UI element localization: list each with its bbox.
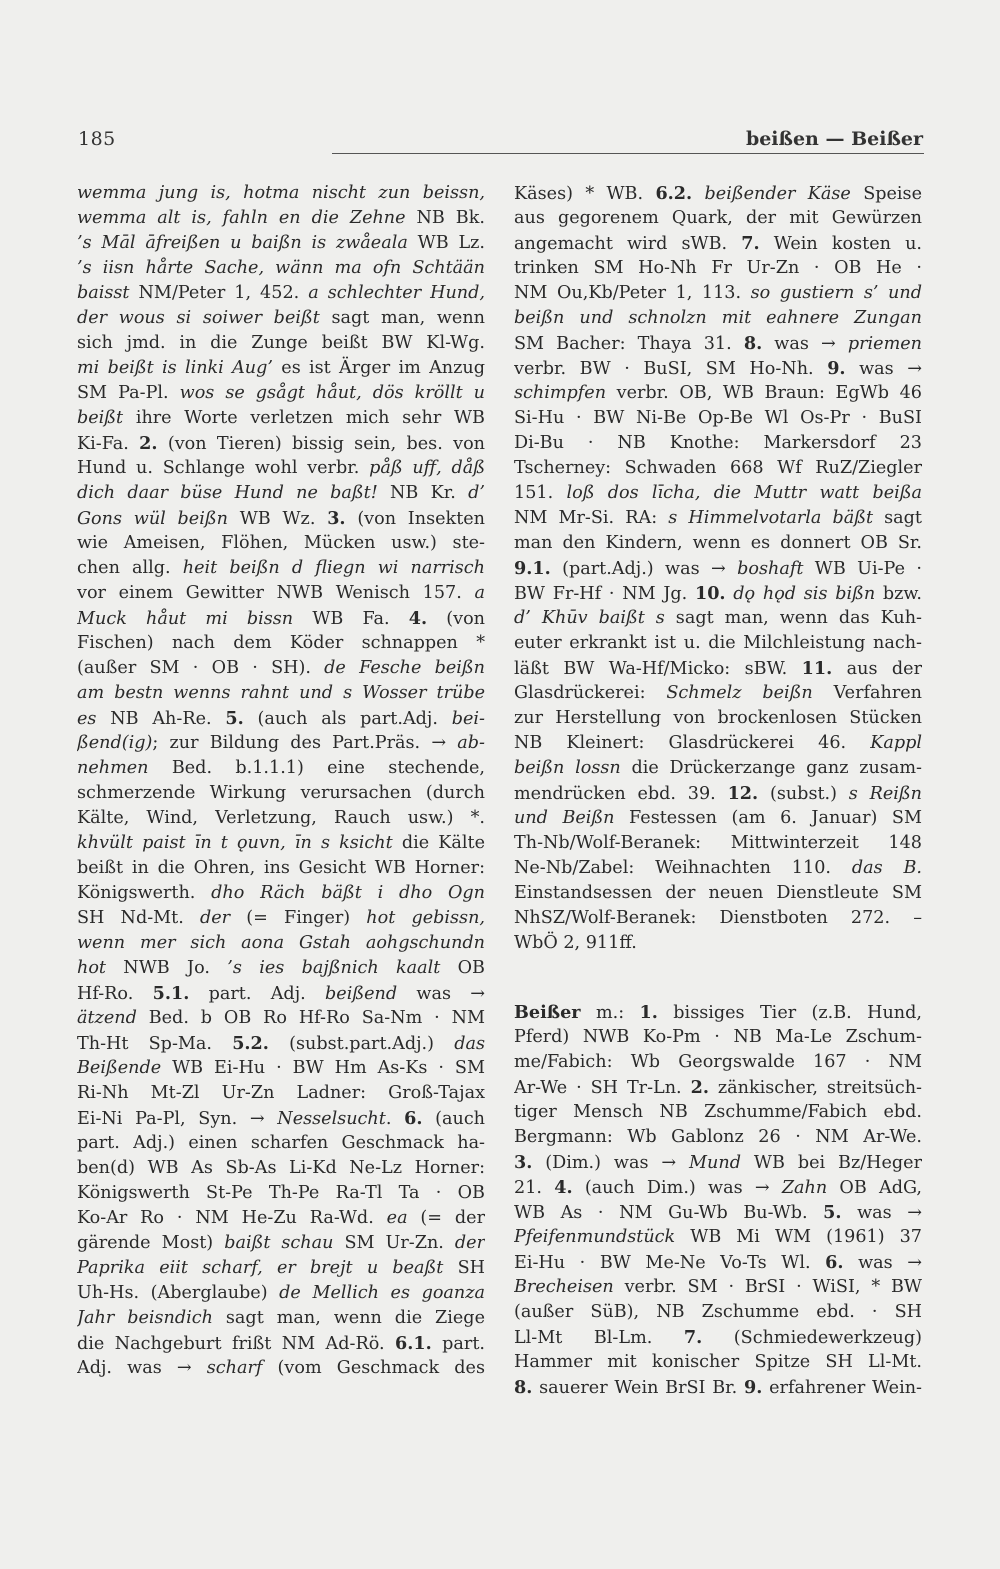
text-line: Königswerth. dho Räch bäßt i dho Ogn [77,883,485,903]
text-line: Beißende WB Ei-Hu · BW Hm As-Ks · SM [77,1058,485,1078]
text-line: Pferd) NWB Ko-Pm · NB Ma-Le Zschum- [514,1027,922,1047]
text-line: euter erkrankt ist u. die Milchleistung nach- [514,633,922,653]
text-line: d’ Khūv baißt s sagt man, wenn das Kuh- [514,608,922,628]
text-line: Ei-Hu · BW Me-Ne Vo-Ts Wl. 6. was → [514,1252,922,1273]
text-line: SM Pa-Pl. wos se gsågt håut, dös kröllt u [77,383,485,403]
text-line: Ll-Mt Bl-Lm. 7. (Schmiedewerkzeug) [514,1327,922,1348]
text-line: NhSZ/Wolf-Beranek: Dienstboten 272. – [514,908,922,928]
text-line: Gons wül beißn WB Wz. 3. (von Insekten [77,508,485,529]
text-line: Ar-We · SH Tr-Ln. 2. zänkischer, streitsüch- [514,1077,922,1098]
text-line: wenn mer sich aona Gstah aohgschundn [77,933,485,953]
text-line: Bergmann: Wb Gablonz 26 · NM Ar-We. [514,1127,922,1147]
text-line: WbÖ 2, 911ff. [514,933,637,953]
text-line: WB As · NM Gu-Wb Bu-Wb. 5. was → [514,1202,922,1223]
text-line: 151. loß dos līcha, die Muttr watt beißa [514,483,922,503]
text-line: BW Fr-Hf · NM Jg. 10. dǫ hǫd sis bißn bzw. [514,583,922,604]
text-line: Fischen) nach dem Köder schnappen * [77,633,485,653]
text-line: NB Kleinert: Glasdrückerei 46. Kappl [514,733,922,753]
text-line: Muck håut mi bissn WB Fa. 4. (von [77,608,485,629]
text-line: wie Ameisen, Flöhen, Mücken usw.) ste- [77,533,485,553]
text-line: wemma alt is, fahln en die Zehne NB Bk. [77,208,485,228]
text-line: mi beißt is linki Aug’ es ist Ärger im Anzug [77,358,485,378]
text-line: Einstandsessen der neuen Dienstleute SM [514,883,922,903]
text-line: 3. (Dim.) was → Mund WB bei Bz/Heger [514,1152,922,1173]
left-column [77,181,485,1381]
text-line: me/Fabich: Wb Georgswalde 167 · NM [514,1052,922,1072]
text-line: dich daar büse Hund ne baßt! NB Kr. d’ [77,483,485,503]
page-number: 185 [78,128,116,150]
text-line: Ne-Nb/Zabel: Weihnachten 110. das B. [514,858,922,878]
text-line: Th-Ht Sp-Ma. 5.2. (subst.part.Adj.) das [77,1033,485,1054]
text-line: Königswerth St-Pe Th-Pe Ra-Tl Ta · OB [77,1183,485,1203]
text-line: wemma jung is, hotma nischt zun beissn, [77,183,485,203]
text-line: läßt BW Wa-Hf/Micko: sBW. 11. aus der [514,658,922,679]
text-line: Kälte, Wind, Verletzung, Rauch usw.) *. [77,808,485,828]
text-line: am bestn wenns rahnt und s Wosser trübe [77,683,485,703]
text-line: 8. sauerer Wein BrSI Br. 9. erfahrener Wein- [514,1377,922,1398]
text-line: beißn und schnolzn mit eahnere Zungan [514,308,922,328]
text-line: Ko-Ar Ro · NM He-Zu Ra-Wd. ea (= der [77,1208,485,1228]
text-line: schmerzende Wirkung verursachen (durch [77,783,485,803]
text-line: Brecheisen verbr. SM · BrSI · WiSI, * BW [514,1277,922,1297]
text-line: beißt in die Ohren, ins Gesicht WB Horner: [77,858,485,878]
text-line: Uh-Hs. (Aberglaube) de Mellich es goanza [77,1283,485,1303]
text-line: beißn lossn die Drückerzange ganz zusam- [514,758,922,778]
text-line: nehmen Bed. b.1.1.1) eine stechende, [77,758,485,778]
text-line: 21. 4. (auch Dim.) was → Zahn OB AdG, [514,1177,922,1198]
running-head: beißen — Beißer [745,128,923,150]
right-column [514,181,922,1400]
text-line: Hammer mit konischer Spitze SH Ll-Mt. [514,1352,922,1372]
text-line: Si-Hu · BW Ni-Be Op-Be Wl Os-Pr · BuSI [514,408,922,428]
text-line: Paprika eiit scharf, er brejt u beaßt SH [77,1258,485,1278]
text-line: Tscherney: Schwaden 668 Wf RuZ/Ziegler [514,458,922,478]
text-line: ätzend Bed. b OB Ro Hf-Ro Sa-Nm · NM [77,1008,485,1028]
text-line: SH Nd-Mt. der (= Finger) hot gebissn, [77,908,485,928]
text-line: NM Ou,Kb/Peter 1, 113. so gustiern s’ und [514,283,922,303]
text-line: chen allg. heit beißn d fliegn wi narrisch [77,558,485,578]
text-line: beißt ihre Worte verletzen mich sehr WB [77,408,485,428]
text-line: mendrücken ebd. 39. 12. (subst.) s Reißn [514,783,922,804]
text-line: 9.1. (part.Adj.) was → boshaft WB Ui-Pe · [514,558,922,579]
text-line: khvült paist īn t ǫuvn, īn s ksicht die Kälte [77,833,485,853]
text-line: baisst NM/Peter 1, 452. a schlechter Hund, [77,283,485,303]
text-line: trinken SM Ho-Nh Fr Ur-Zn · OB He · [514,258,922,278]
text-line: angemacht wird sWB. 7. Wein kosten u. [514,233,922,254]
text-line: die Nachgeburt frißt NM Ad-Rö. 6.1. part. [77,1333,485,1354]
text-line: vor einem Gewitter NWB Wenisch 157. a [77,583,485,603]
text-line: schimpfen verbr. OB, WB Braun: EgWb 46 [514,383,922,403]
text-line: sich jmd. in die Zunge beißt BW Kl-Wg. [77,333,485,353]
text-line: tiger Mensch NB Zschumme/Fabich ebd. [514,1102,922,1122]
text-line: es NB Ah-Re. 5. (auch als part.Adj. bei- [77,708,485,729]
text-line: (außer SüB), NB Zschumme ebd. · SH [514,1302,922,1322]
text-line: (außer SM · OB · SH). de Fesche beißn [77,658,485,678]
text-line: man den Kindern, wenn es donnert OB Sr. [514,533,922,553]
text-line: part. Adj.) einen scharfen Geschmack ha- [77,1133,485,1153]
text-line: Ri-Nh Mt-Zl Ur-Zn Ladner: Groß-Tajax [77,1083,485,1103]
text-line: Hund u. Schlange wohl verbr. påß uff, dåß [77,458,485,478]
header-rule [332,153,924,154]
text-line: Th-Nb/Wolf-Beranek: Mittwinterzeit 148 [514,833,922,853]
text-line: Adj. was → scharf (vom Geschmack des [77,1358,485,1378]
text-line: Hf-Ro. 5.1. part. Adj. beißend was → [77,983,485,1004]
text-line: ’s iisn hårte Sache, wänn ma ofn Schtään [77,258,485,278]
text-line: Jahr beisndich sagt man, wenn die Ziege [77,1308,485,1328]
text-line: aus gegorenem Quark, der mit Gewürzen [514,208,922,228]
text-line: der wous si soiwer beißt sagt man, wenn [77,308,485,328]
text-line: gärende Most) baißt schau SM Ur-Zn. der [77,1233,485,1253]
text-line: verbr. BW · BuSI, SM Ho-Nh. 9. was → [514,358,922,379]
text-line: Ki-Fa. 2. (von Tieren) bissig sein, bes. von [77,433,485,454]
text-line: hot NWB Jo. ’s ies bajßnich kaalt OB [77,958,485,978]
text-line: Di-Bu · NB Knothe: Markersdorf 23 [514,433,922,453]
text-line: NM Mr-Si. RA: s Himmelvotarla bäßt sagt [514,508,922,528]
text-line: Glasdrückerei: Schmelz beißn Verfahren [514,683,922,703]
text-line: ’s Māl āfreißen u baißn is zwåeala WB Lz. [77,233,485,253]
text-line: ben(d) WB As Sb-As Li-Kd Ne-Lz Horner: [77,1158,485,1178]
text-line: zur Herstellung von brockenlosen Stücken [514,708,922,728]
text-line: Beißer m.: 1. bissiges Tier (z.B. Hund, [514,1002,922,1023]
text-line: und Beißn Festessen (am 6. Januar) SM [514,808,922,828]
text-line: ßend(ig); zur Bildung des Part.Präs. → ab- [77,733,485,753]
text-line: Ei-Ni Pa-Pl, Syn. → Nesselsucht. 6. (auch [77,1108,485,1129]
text-line: SM Bacher: Thaya 31. 8. was → priemen [514,333,922,354]
entry-gap [514,956,922,1000]
text-line: Käses) * WB. 6.2. beißender Käse Speise [514,183,922,204]
text-line: Pfeifenmundstück WB Mi WM (1961) 37 [514,1227,922,1247]
